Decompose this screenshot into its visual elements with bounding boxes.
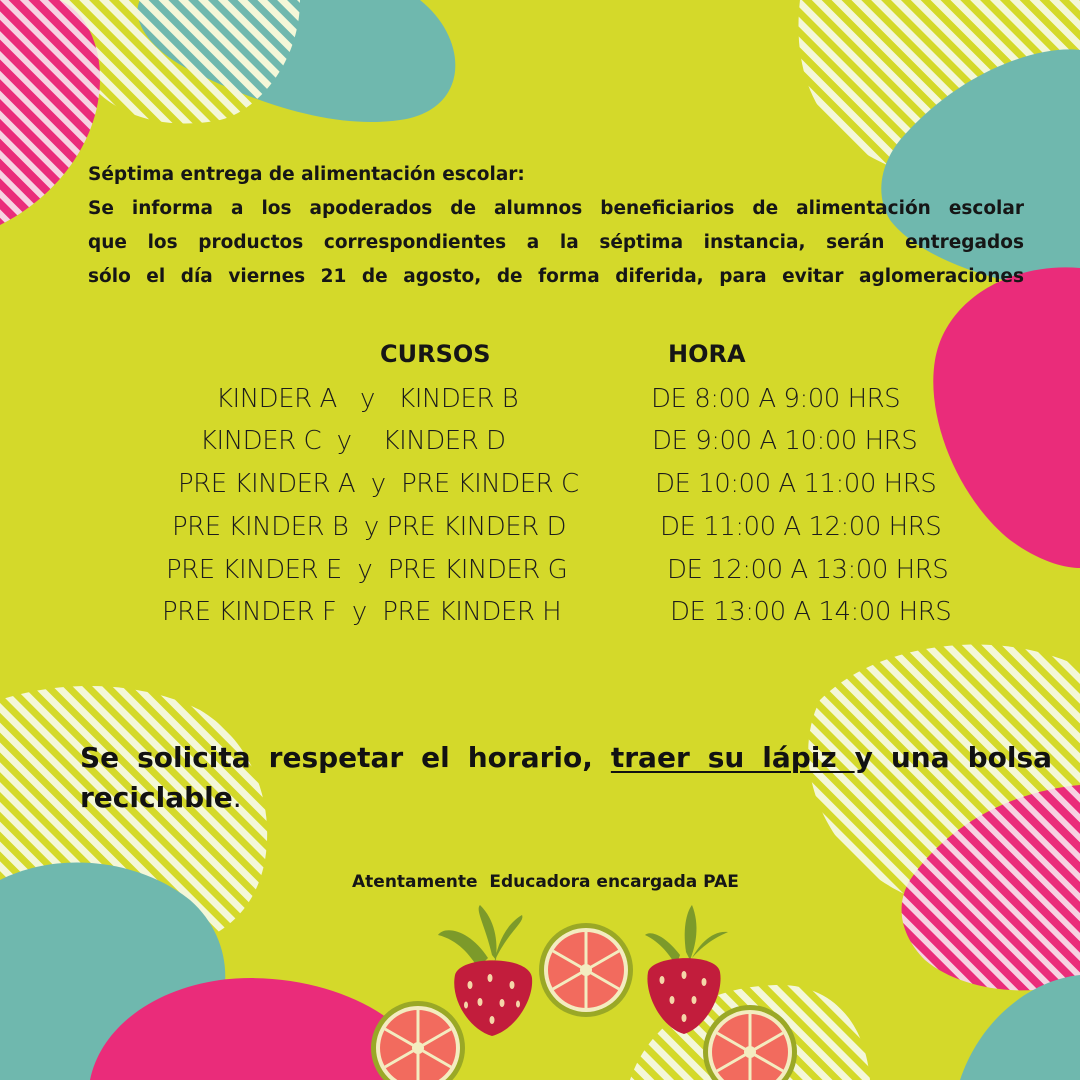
schedule-header-hora: HORA	[668, 340, 746, 368]
announcement-line: sólo el día viernes 21 de agosto, de forma diferida, para evitar aglomeraciones	[88, 266, 1024, 287]
request-text: y una bolsa	[854, 741, 1053, 774]
schedule-hora-cell: DE 11:00 A 12:00 HRS	[660, 512, 942, 542]
request-underlined-text: traer su lápiz	[610, 741, 855, 774]
announcement-title: Séptima entrega de alimentación escolar:	[88, 164, 525, 185]
schedule-row	[0, 469, 1080, 509]
request-line-1	[80, 738, 1052, 778]
request-message	[80, 738, 1052, 818]
schedule-hora-cell: DE 13:00 A 14:00 HRS	[670, 597, 952, 627]
announcement-line: Se informa a los apoderados de alumnos beneficiarios de alimentación escolar	[88, 198, 1024, 219]
announcement-line: que los productos correspondientes a la séptima instancia, serán entregados	[88, 232, 1024, 253]
schedule-cursos-cell: PRE KINDER A y PRE KINDER C	[178, 469, 579, 499]
schedule-cursos-cell: PRE KINDER E y PRE KINDER G	[166, 555, 568, 585]
schedule-hora-cell: DE 8:00 A 9:00 HRS	[651, 384, 901, 414]
schedule-hora-cell: DE 9:00 A 10:00 HRS	[652, 426, 918, 456]
schedule-cursos-cell: PRE KINDER F y PRE KINDER H	[162, 597, 562, 627]
pink-blob-top-left	[0, 0, 100, 225]
schedule-row	[0, 597, 1080, 637]
schedule-row	[0, 555, 1080, 595]
grapefruit-slice-icon	[539, 923, 633, 1017]
request-line-2	[80, 781, 242, 814]
schedule-cursos-cell: KINDER C y KINDER D	[200, 426, 506, 456]
teal-blob-bottom-right	[960, 975, 1080, 1080]
schedule-row	[0, 512, 1080, 552]
schedule-row	[0, 426, 1080, 466]
schedule-hora-cell: DE 10:00 A 11:00 HRS	[655, 469, 937, 499]
schedule-cursos-cell: PRE KINDER B y PRE KINDER D	[172, 512, 566, 542]
schedule-cursos-cell: KINDER A y KINDER B	[216, 384, 519, 414]
grapefruit-slice-icon	[371, 1001, 465, 1080]
schedule-row	[0, 384, 1080, 424]
schedule-hora-cell: DE 12:00 A 13:00 HRS	[667, 555, 949, 585]
request-text: reciclable	[80, 781, 233, 814]
request-period: .	[232, 781, 242, 814]
announcement-intro	[88, 158, 1024, 294]
request-text: Se solicita respetar el horario,	[80, 741, 593, 774]
signature: Atentamente Educadora encargada PAE	[352, 872, 739, 892]
schedule-header-cursos: CURSOS	[380, 340, 491, 368]
